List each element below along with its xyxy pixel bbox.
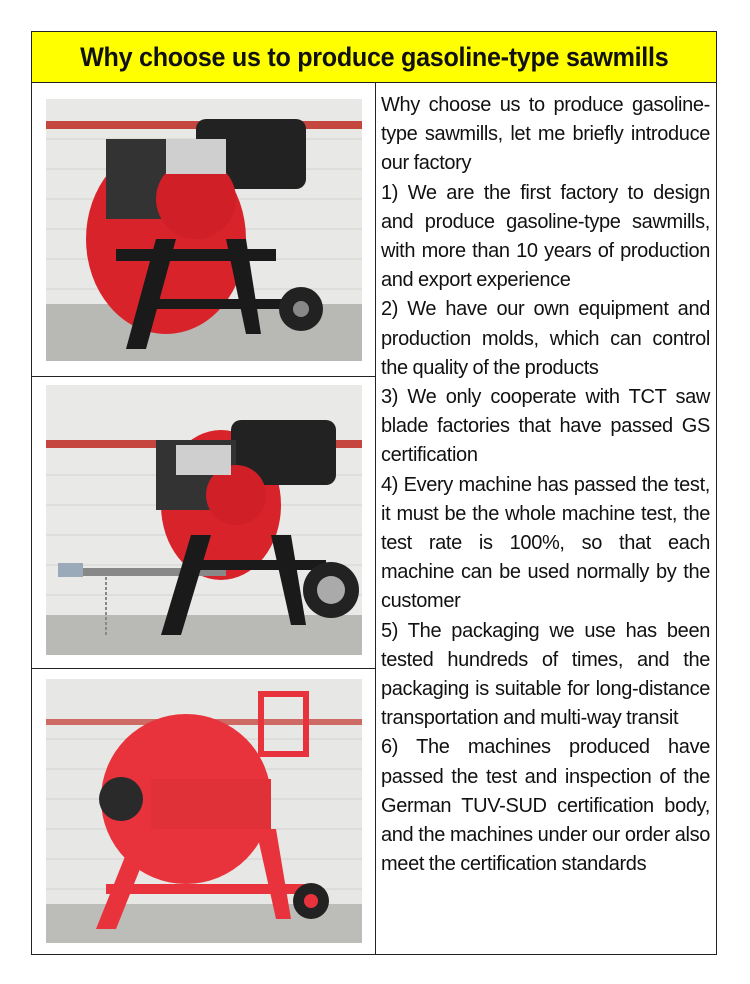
- description-column: [376, 83, 716, 954]
- title-banner: [32, 32, 716, 83]
- black-sawmill-towbar-photo: [46, 385, 362, 655]
- point-3: 3) We only cooperate with TCT saw blade factories that have passed GS certification: [381, 386, 710, 467]
- intro-paragraph: Why choose us to produce gasoline-type sawmills, let me briefly introduce our factory: [381, 94, 710, 175]
- point-1: 1) We are the first factory to design and produce gasoline-type sawmills, with more than 10 years of production and export experience: [381, 181, 710, 292]
- point-6: 6) The machines produced have passed the test and inspection of the German TUV-SUD certification body, and the machines under our order also meet the certification standards: [381, 736, 710, 876]
- photo-column: [32, 83, 376, 954]
- photo-cell: [32, 83, 375, 377]
- black-sawmill-front-photo: [46, 99, 362, 361]
- photo-cell: [32, 377, 375, 669]
- point-2: 2) We have our own equipment and production molds, which can control the quality of the products: [381, 298, 710, 379]
- point-4: 4) Every machine has passed the test, it must be the whole machine test, the test rate is 100%, so that each machine can be used normally by the customer: [381, 473, 710, 613]
- point-5: 5) The packaging we use has been tested hundreds of times, and the packaging is suitable for long-distance transportation and multi-way transit: [381, 619, 710, 730]
- page-frame: [31, 31, 717, 955]
- red-sawmill-photo: [46, 679, 362, 943]
- photo-cell: [32, 669, 375, 955]
- page-title: Why choose us to produce gasoline-type sawmills: [79, 41, 669, 72]
